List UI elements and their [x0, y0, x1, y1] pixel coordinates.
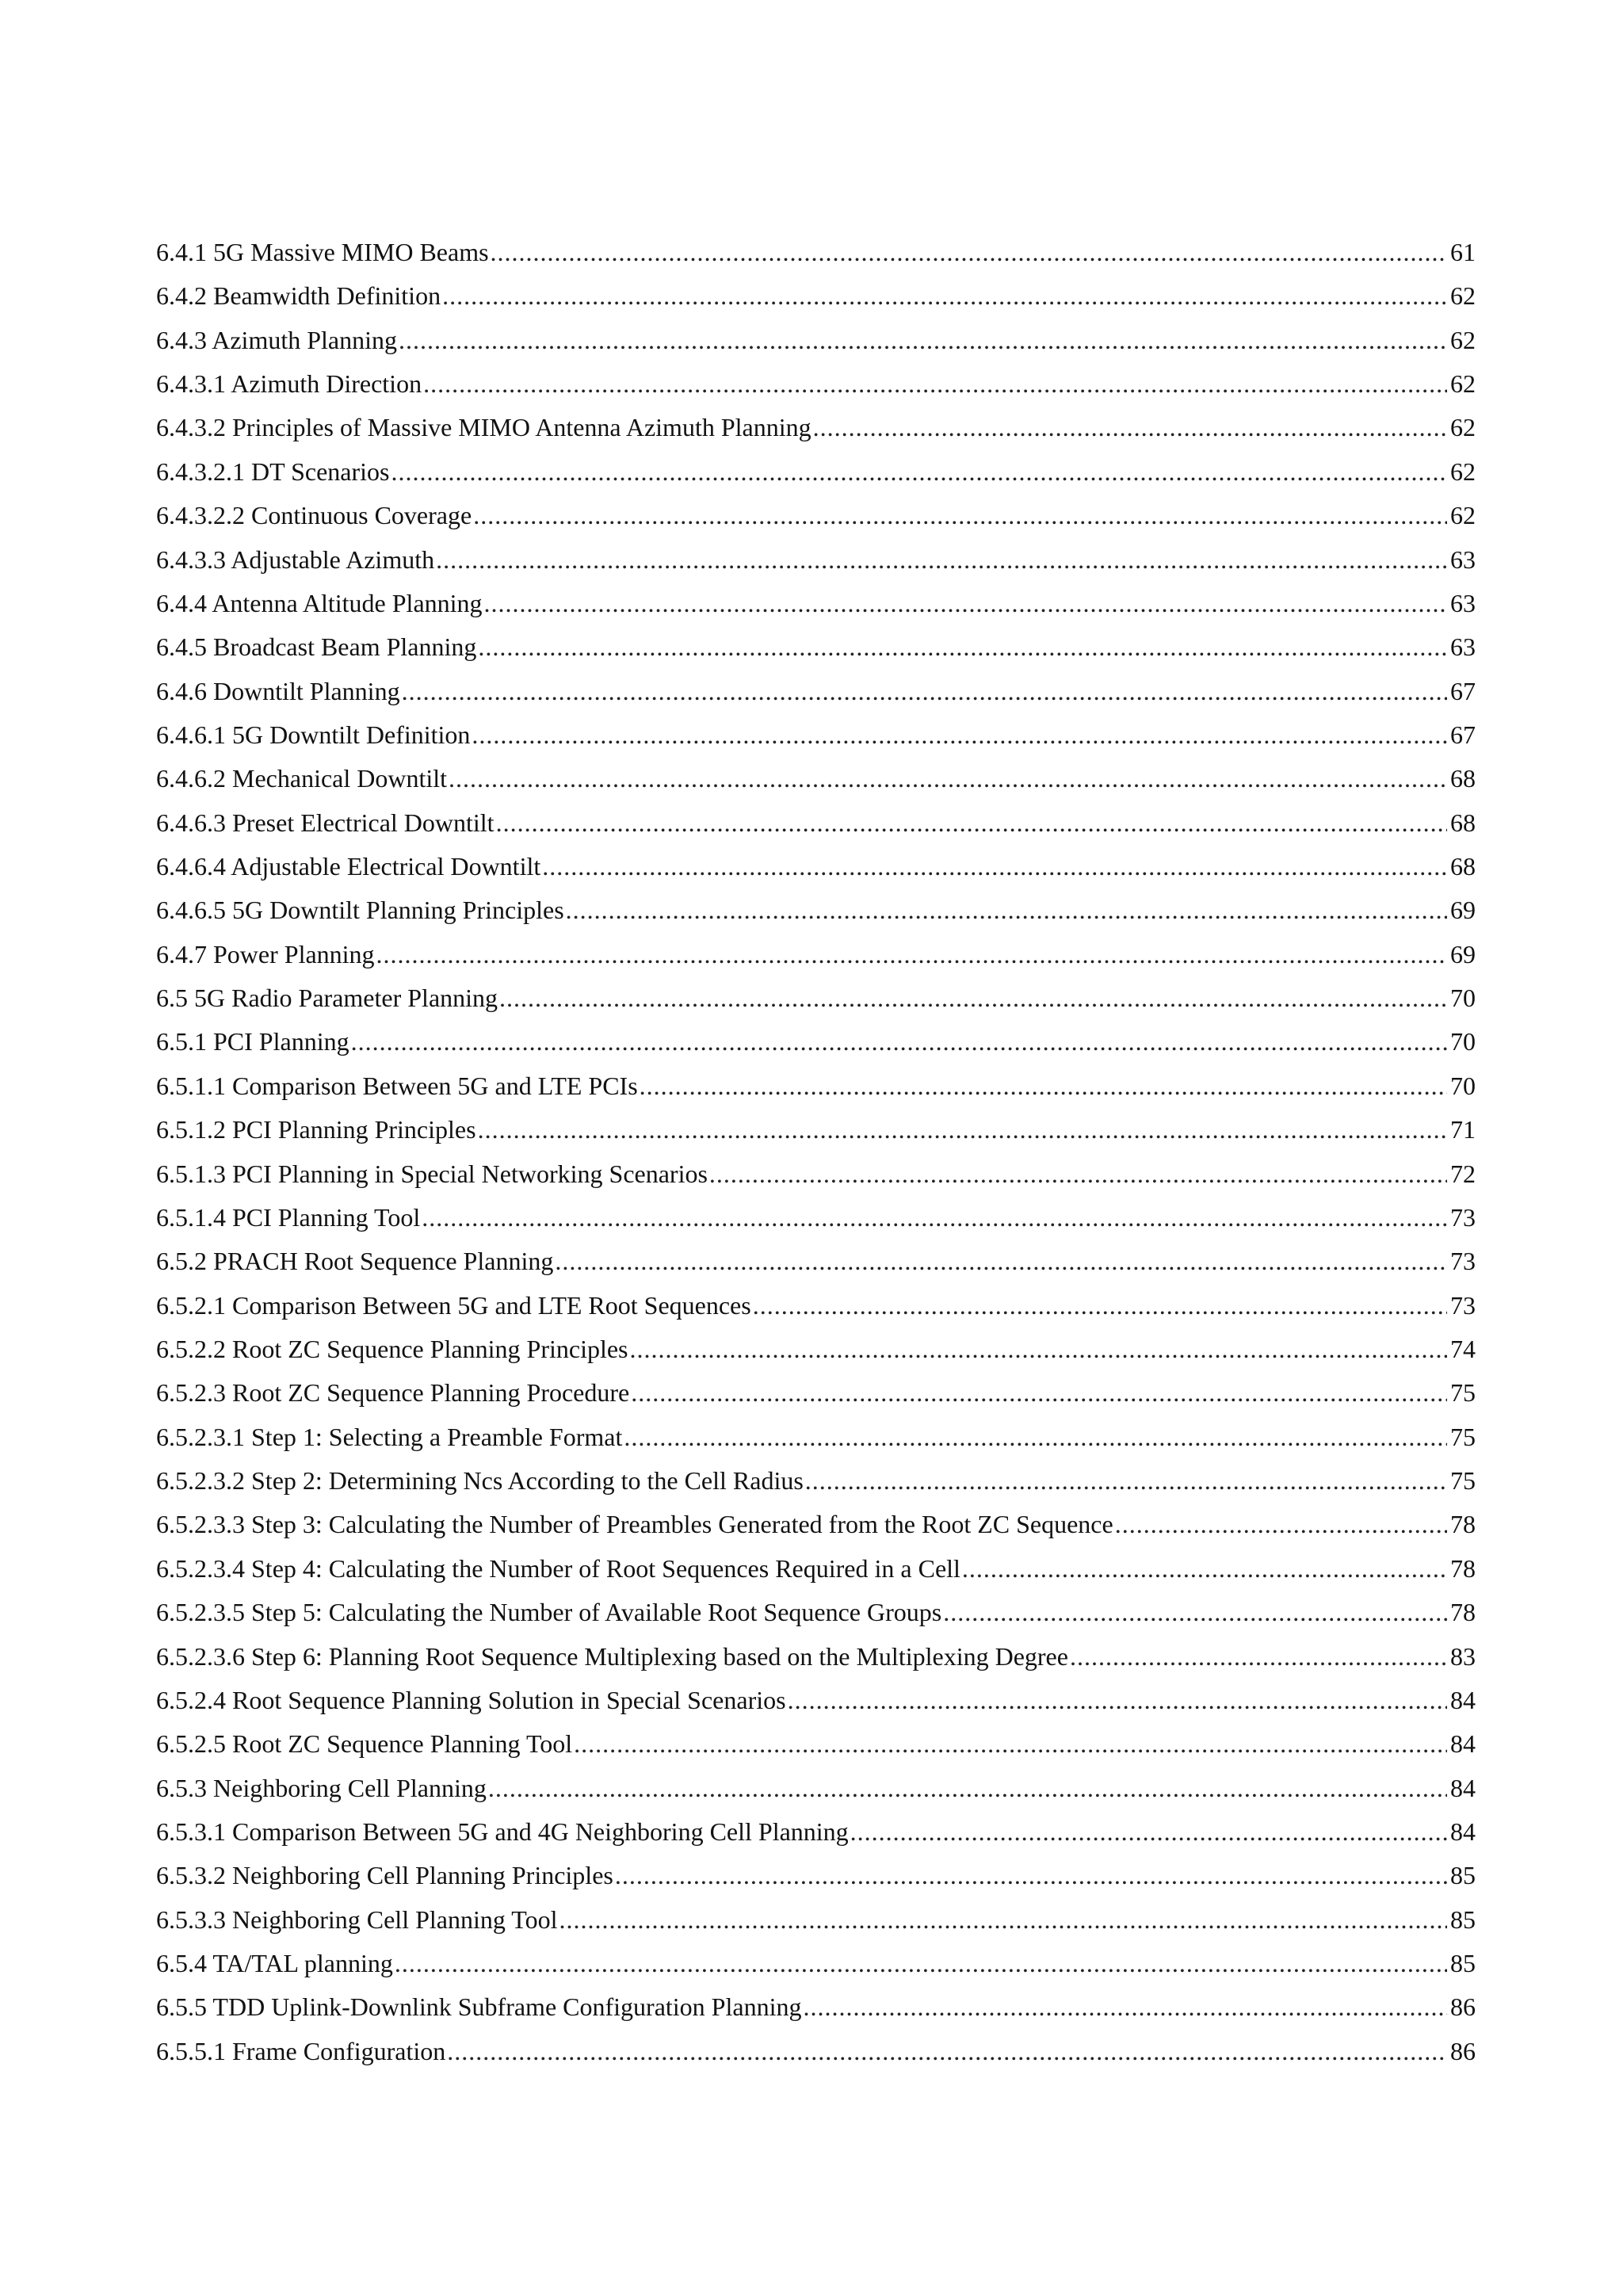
toc-dot-leader — [442, 274, 1447, 318]
toc-entry-page-number: 84 — [1450, 1817, 1476, 1846]
toc-entry-page-number: 74 — [1450, 1334, 1476, 1363]
toc-dot-leader — [478, 625, 1447, 669]
toc-entry-page-number: 84 — [1450, 1773, 1476, 1802]
toc-dot-leader — [399, 319, 1447, 362]
toc-entry-title: 6.4.3.3 Adjustable Azimuth — [156, 544, 435, 574]
toc-entry-title: 6.5.2.5 Root ZC Sequence Planning Tool — [156, 1729, 573, 1759]
toc-entry-title: 6.4.6.3 Preset Electrical Downtilt — [156, 808, 495, 837]
toc-entry[interactable] — [156, 1679, 1476, 1722]
toc-entry-title: 6.4.3 Azimuth Planning — [156, 325, 397, 354]
toc-entry[interactable] — [156, 801, 1476, 845]
toc-entry[interactable] — [156, 670, 1476, 713]
toc-entry-title: 6.5.2.4 Root Sequence Planning Solution in Special Scenarios — [156, 1685, 786, 1714]
toc-entry-title: 6.5.2.3.4 Step 4: Calculating the Number of Root Sequences Required in a Cell — [156, 1553, 960, 1583]
toc-entry-title: 6.5.3.2 Neighboring Cell Planning Principles — [156, 1861, 613, 1890]
toc-entry[interactable] — [156, 1722, 1476, 1766]
toc-dot-leader — [484, 582, 1447, 625]
toc-dot-leader — [640, 1064, 1447, 1108]
toc-entry-title: 6.5.5 TDD Uplink-Downlink Subframe Configuration Planning — [156, 1992, 802, 2022]
toc-entry-page-number: 73 — [1450, 1202, 1476, 1232]
toc-entry-title: 6.5.2.3.2 Step 2: Determining Ncs According to the Cell Radius — [156, 1466, 804, 1496]
toc-entry[interactable] — [156, 1854, 1476, 1897]
toc-entry[interactable] — [156, 1459, 1476, 1503]
toc-entry[interactable] — [156, 1898, 1476, 1942]
toc-entry-title: 6.5 5G Radio Parameter Planning — [156, 984, 498, 1013]
toc-entry-page-number: 78 — [1450, 1510, 1476, 1539]
toc-dot-leader — [1115, 1503, 1447, 1546]
toc-entry[interactable] — [156, 1503, 1476, 1546]
toc-dot-leader — [488, 1767, 1447, 1810]
toc-entry[interactable] — [156, 2030, 1476, 2073]
toc-entry-page-number: 78 — [1450, 1598, 1476, 1627]
toc-entry[interactable] — [156, 713, 1476, 757]
toc-entry-page-number: 63 — [1450, 632, 1476, 662]
toc-entry-page-number: 62 — [1450, 325, 1476, 354]
toc-entry-title: 6.5.1.2 PCI Planning Principles — [156, 1115, 476, 1144]
toc-entry-page-number: 68 — [1450, 764, 1476, 793]
toc-entry-page-number: 78 — [1450, 1553, 1476, 1583]
toc-dot-leader — [943, 1591, 1447, 1634]
toc-entry[interactable] — [156, 1020, 1476, 1064]
toc-entry-page-number: 61 — [1450, 238, 1476, 266]
toc-dot-leader — [449, 757, 1447, 800]
toc-entry[interactable] — [156, 757, 1476, 800]
toc-entry[interactable] — [156, 1810, 1476, 1854]
toc-entry-title: 6.5.1.3 PCI Planning in Special Networking Scenarios — [156, 1159, 708, 1188]
toc-entry[interactable] — [156, 1635, 1476, 1679]
toc-entry[interactable] — [156, 406, 1476, 449]
toc-dot-leader — [473, 494, 1447, 537]
toc-entry-title: 6.4.6.4 Adjustable Electrical Downtilt — [156, 852, 541, 881]
toc-entry[interactable] — [156, 1196, 1476, 1240]
toc-entry[interactable] — [156, 845, 1476, 888]
toc-dot-leader — [472, 713, 1447, 757]
toc-dot-leader — [709, 1152, 1447, 1196]
toc-dot-leader — [447, 2030, 1447, 2073]
toc-dot-leader — [559, 1898, 1447, 1942]
toc-dot-leader — [850, 1810, 1447, 1854]
toc-entry-page-number: 62 — [1450, 281, 1476, 311]
table-of-contents — [156, 231, 1476, 2073]
toc-entry-page-number: 86 — [1450, 2036, 1476, 2065]
toc-dot-leader — [491, 231, 1447, 274]
toc-entry[interactable] — [156, 888, 1476, 932]
toc-dot-leader — [499, 976, 1447, 1020]
toc-entry-page-number: 63 — [1450, 588, 1476, 617]
toc-entry-page-number: 83 — [1450, 1641, 1476, 1671]
toc-entry-title: 6.4.5 Broadcast Beam Planning — [156, 632, 477, 662]
toc-entry-title: 6.4.7 Power Planning — [156, 939, 375, 968]
toc-entry-title: 6.4.3.1 Azimuth Direction — [156, 369, 422, 399]
toc-entry-title: 6.5.3.1 Comparison Between 5G and 4G Neighboring Cell Planning — [156, 1817, 849, 1846]
toc-entry-page-number: 72 — [1450, 1159, 1476, 1188]
toc-dot-leader — [478, 1108, 1447, 1152]
toc-dot-leader — [542, 845, 1447, 888]
toc-entry-page-number: 71 — [1450, 1115, 1476, 1144]
toc-entry-title: 6.5.5.1 Frame Configuration — [156, 2036, 446, 2065]
toc-entry-page-number: 68 — [1450, 808, 1476, 837]
toc-entry-title: 6.4.6.1 5G Downtilt Definition — [156, 720, 471, 749]
toc-dot-leader — [615, 1854, 1447, 1897]
toc-entry-page-number: 86 — [1450, 1992, 1476, 2022]
toc-entry[interactable] — [156, 1767, 1476, 1810]
toc-dot-leader — [423, 362, 1447, 406]
toc-entry-title: 6.4.4 Antenna Altitude Planning — [156, 588, 483, 617]
toc-entry[interactable] — [156, 274, 1476, 318]
toc-entry-title: 6.5.3 Neighboring Cell Planning — [156, 1773, 487, 1802]
toc-dot-leader — [753, 1284, 1447, 1328]
toc-dot-leader — [631, 1371, 1447, 1415]
toc-dot-leader — [351, 1020, 1447, 1064]
toc-entry-page-number: 63 — [1450, 544, 1476, 574]
toc-entry[interactable] — [156, 1547, 1476, 1591]
toc-dot-leader — [803, 1985, 1447, 2029]
toc-entry-page-number: 69 — [1450, 896, 1476, 925]
toc-entry-page-number: 68 — [1450, 852, 1476, 881]
toc-entry-title: 6.5.2.3.1 Step 1: Selecting a Preamble Format — [156, 1422, 623, 1451]
toc-entry[interactable] — [156, 1415, 1476, 1459]
toc-entry-page-number: 70 — [1450, 984, 1476, 1013]
toc-entry-title: 6.5.3.3 Neighboring Cell Planning Tool — [156, 1904, 558, 1934]
toc-entry-title: 6.5.2.3 Root ZC Sequence Planning Procedure — [156, 1378, 630, 1408]
toc-entry[interactable] — [156, 362, 1476, 406]
toc-entry-page-number: 67 — [1450, 720, 1476, 749]
toc-dot-leader — [395, 1942, 1447, 1985]
toc-entry[interactable] — [156, 625, 1476, 669]
toc-entry-title: 6.4.3.2 Principles of Massive MIMO Antenna Azimuth Planning — [156, 413, 812, 442]
toc-entry-page-number: 62 — [1450, 457, 1476, 486]
toc-entry-title: 6.4.2 Beamwidth Definition — [156, 281, 441, 311]
toc-dot-leader — [962, 1547, 1447, 1591]
toc-entry-page-number: 73 — [1450, 1290, 1476, 1320]
toc-entry[interactable] — [156, 1064, 1476, 1108]
toc-entry-page-number: 62 — [1450, 413, 1476, 442]
toc-entry-page-number: 75 — [1450, 1422, 1476, 1451]
toc-dot-leader — [555, 1240, 1447, 1283]
toc-entry-page-number: 85 — [1450, 1861, 1476, 1890]
toc-dot-leader — [788, 1679, 1447, 1722]
toc-entry-page-number: 84 — [1450, 1729, 1476, 1759]
toc-entry-page-number: 62 — [1450, 501, 1476, 530]
toc-entry[interactable] — [156, 494, 1476, 537]
toc-entry[interactable] — [156, 976, 1476, 1020]
toc-dot-leader — [624, 1415, 1447, 1459]
toc-entry-page-number: 75 — [1450, 1378, 1476, 1408]
toc-entry-page-number: 85 — [1450, 1904, 1476, 1934]
toc-entry-title: 6.4.3.2.2 Continuous Coverage — [156, 501, 472, 530]
toc-dot-leader — [496, 801, 1447, 845]
toc-entry[interactable] — [156, 538, 1476, 582]
toc-entry-page-number: 67 — [1450, 676, 1476, 705]
toc-entry[interactable] — [156, 231, 1476, 274]
toc-entry[interactable] — [156, 933, 1476, 976]
toc-entry-page-number: 69 — [1450, 939, 1476, 968]
toc-dot-leader — [566, 888, 1447, 932]
toc-entry-title: 6.4.6.2 Mechanical Downtilt — [156, 764, 448, 793]
toc-entry-title: 6.4.1 5G Massive MIMO Beams — [156, 238, 489, 266]
toc-dot-leader — [574, 1722, 1447, 1766]
toc-entry-title: 6.5.2 PRACH Root Sequence Planning — [156, 1247, 554, 1276]
toc-dot-leader — [630, 1328, 1448, 1371]
toc-entry[interactable] — [156, 1371, 1476, 1415]
toc-dot-leader — [391, 450, 1447, 494]
toc-entry[interactable] — [156, 1108, 1476, 1152]
toc-entry-page-number: 62 — [1450, 369, 1476, 399]
toc-dot-leader — [805, 1459, 1447, 1503]
toc-dot-leader — [436, 538, 1447, 582]
toc-entry[interactable] — [156, 1985, 1476, 2029]
toc-entry[interactable] — [156, 319, 1476, 362]
toc-entry-page-number: 70 — [1450, 1027, 1476, 1056]
toc-dot-leader — [422, 1196, 1447, 1240]
toc-entry[interactable] — [156, 1152, 1476, 1196]
toc-entry-title: 6.5.2.3.5 Step 5: Calculating the Number of Available Root Sequence Groups — [156, 1598, 942, 1627]
toc-entry-title: 6.5.2.3.6 Step 6: Planning Root Sequence Multiplexing based on the Multiplexing Degree — [156, 1641, 1068, 1671]
toc-entry[interactable] — [156, 582, 1476, 625]
toc-entry[interactable] — [156, 1284, 1476, 1328]
toc-entry-page-number: 70 — [1450, 1071, 1476, 1100]
toc-entry-title: 6.4.6 Downtilt Planning — [156, 676, 400, 705]
toc-entry-page-number: 84 — [1450, 1685, 1476, 1714]
toc-dot-leader — [813, 406, 1447, 449]
toc-entry[interactable] — [156, 450, 1476, 494]
toc-entry-title: 6.5.2.1 Comparison Between 5G and LTE Root Sequences — [156, 1290, 751, 1320]
toc-entry-page-number: 85 — [1450, 1949, 1476, 1978]
toc-entry[interactable] — [156, 1328, 1476, 1371]
toc-entry-title: 6.5.1 PCI Planning — [156, 1027, 349, 1056]
toc-dot-leader — [376, 933, 1447, 976]
toc-entry-title: 6.5.4 TA/TAL planning — [156, 1949, 393, 1978]
toc-dot-leader — [1070, 1635, 1447, 1679]
toc-entry[interactable] — [156, 1591, 1476, 1634]
toc-entry-page-number: 73 — [1450, 1247, 1476, 1276]
toc-entry-title: 6.4.3.2.1 DT Scenarios — [156, 457, 390, 486]
toc-entry-title: 6.5.1.4 PCI Planning Tool — [156, 1202, 421, 1232]
toc-entry-title: 6.5.2.2 Root ZC Sequence Planning Principles — [156, 1334, 628, 1363]
toc-entry-title: 6.4.6.5 5G Downtilt Planning Principles — [156, 896, 564, 925]
toc-entry-title: 6.5.2.3.3 Step 3: Calculating the Number of Preambles Generated from the Root ZC Sequence — [156, 1510, 1113, 1539]
toc-entry[interactable] — [156, 1942, 1476, 1985]
toc-entry-page-number: 75 — [1450, 1466, 1476, 1496]
toc-dot-leader — [402, 670, 1447, 713]
toc-entry-title: 6.5.1.1 Comparison Between 5G and LTE PCIs — [156, 1071, 638, 1100]
toc-entry[interactable] — [156, 1240, 1476, 1283]
